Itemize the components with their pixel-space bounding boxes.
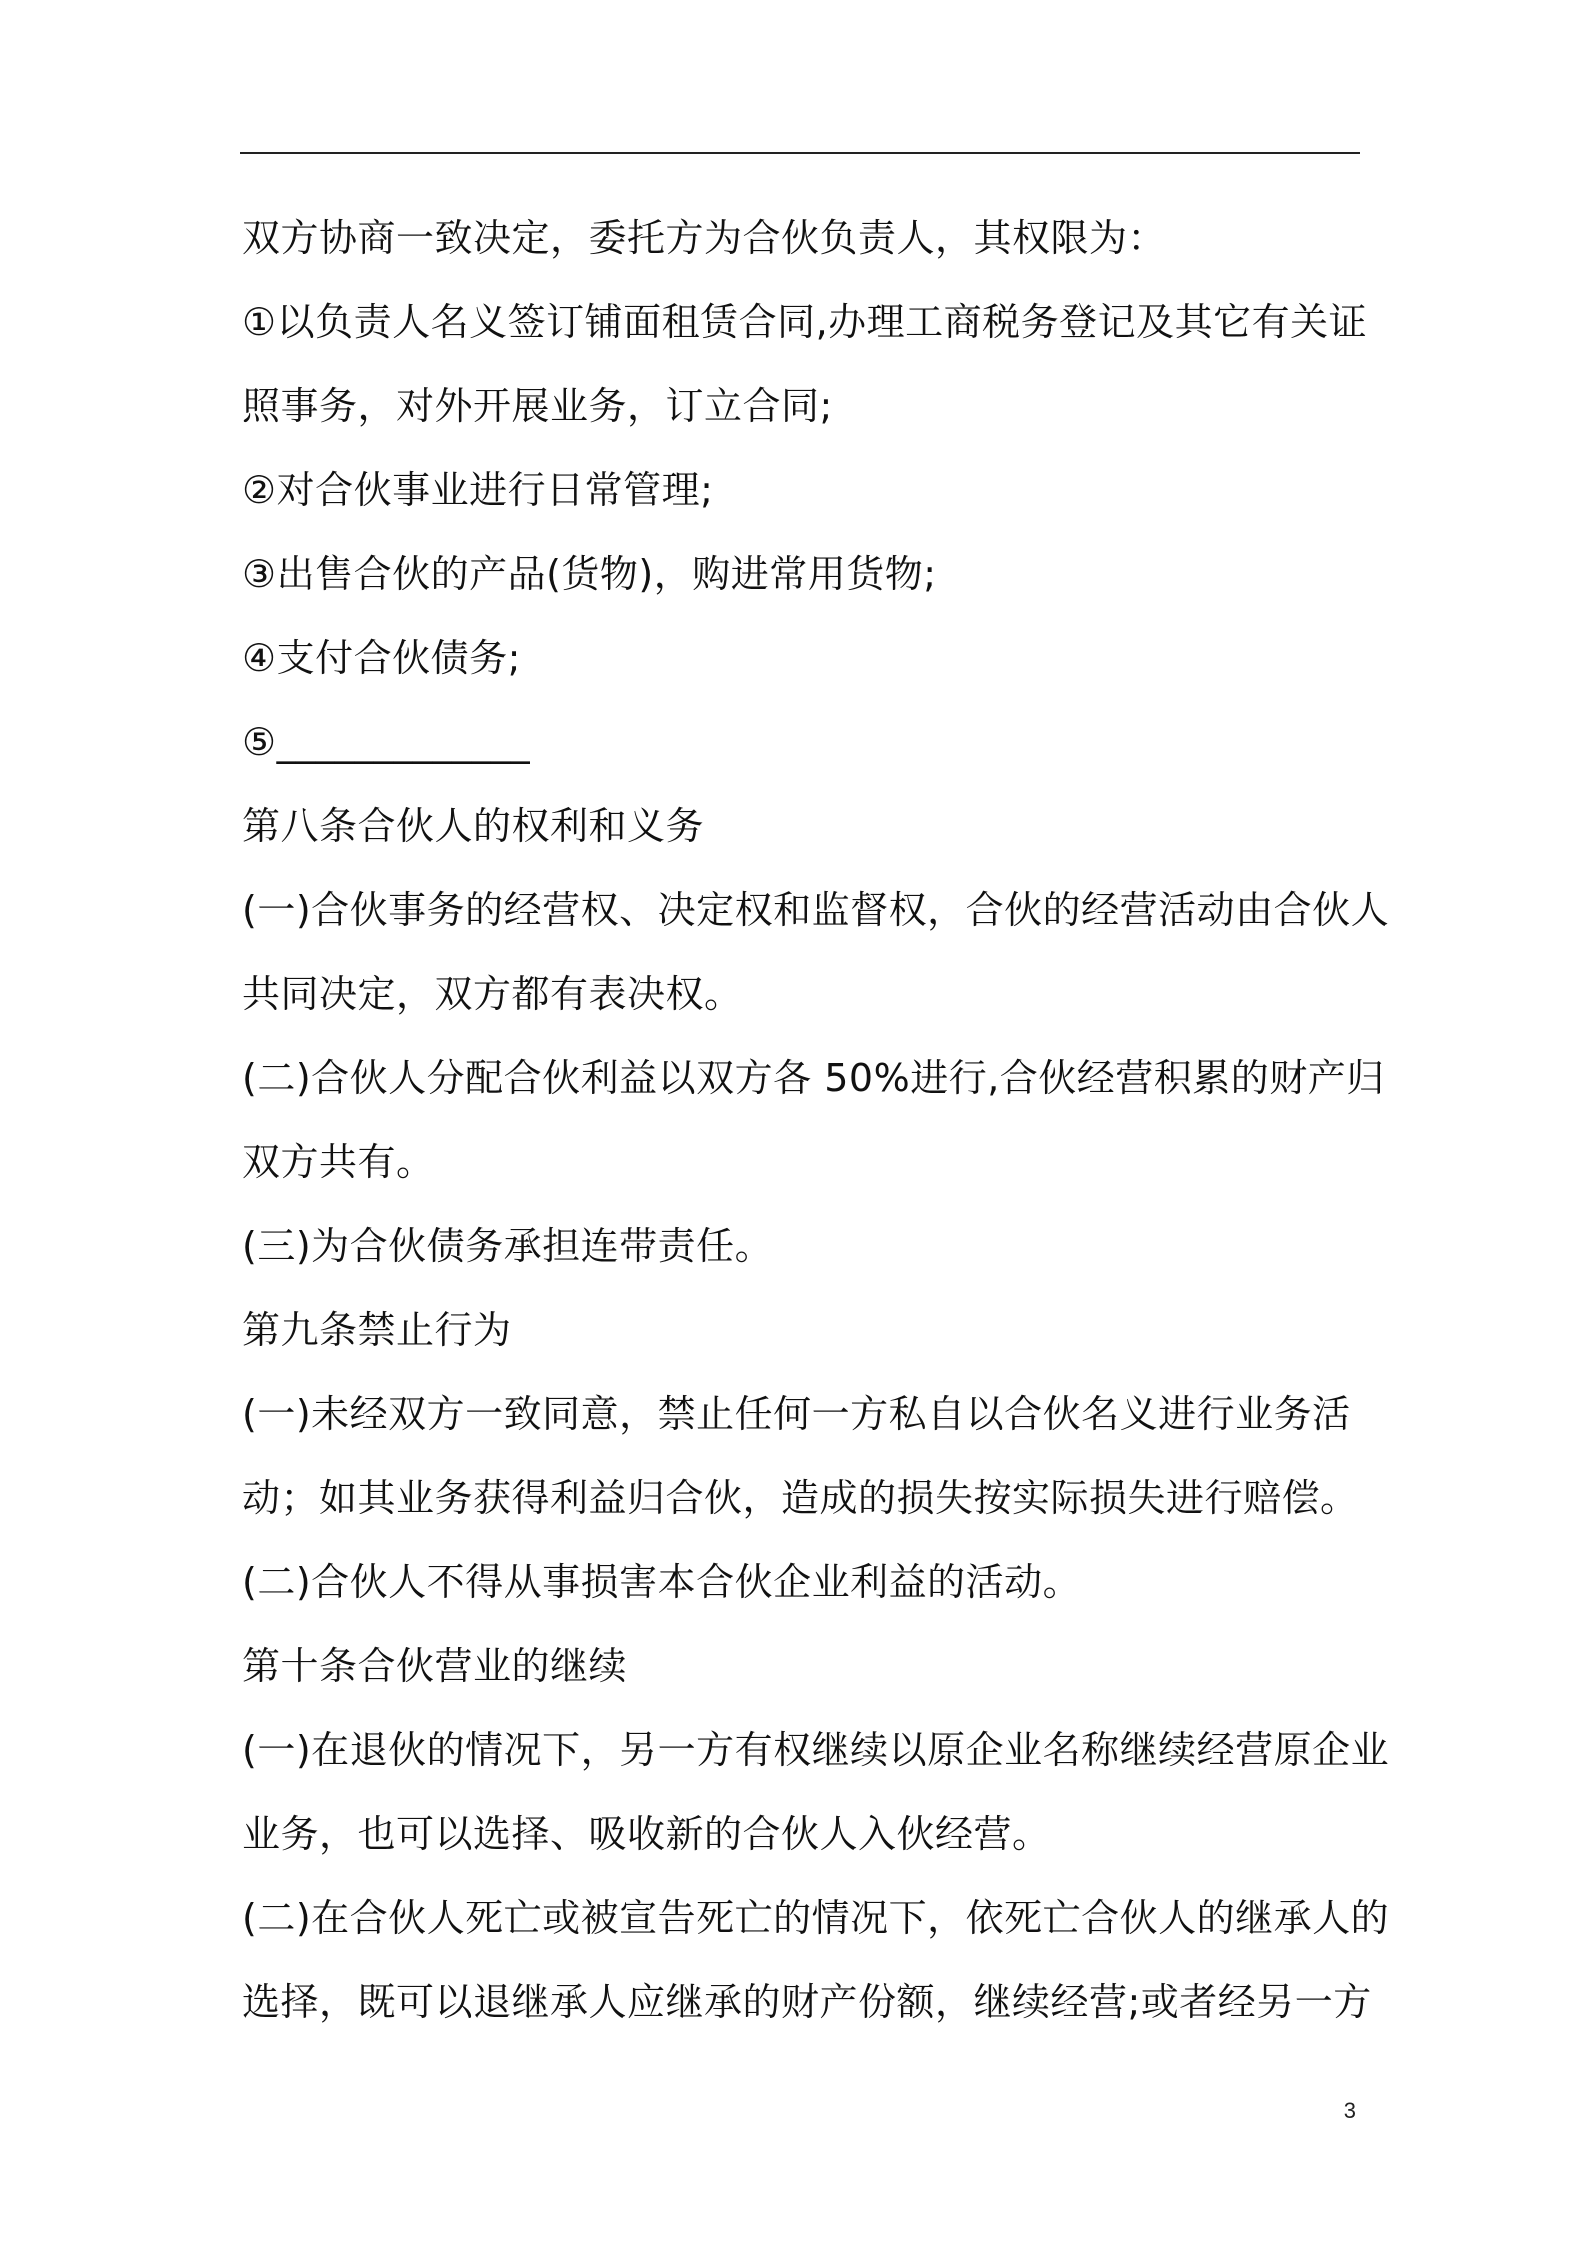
text-line: (二)合伙人不得从事损害本合伙企业利益的活动。 — [242, 1560, 1082, 1604]
text-line: (三)为合伙债务承担连带责任。 — [242, 1224, 774, 1268]
text-line: 动；如其业务获得利益归合伙，造成的损失按实际损失进行赔偿。 — [242, 1476, 1359, 1520]
header-rule — [240, 152, 1360, 154]
text-line: ③出售合伙的产品(货物)，购进常用货物; — [242, 552, 937, 596]
text-line: ⑤_____________ — [242, 720, 531, 764]
text-line: (二)合伙人分配合伙利益以双方各 50%进行,合伙经营积累的财产归 — [242, 1056, 1385, 1100]
text-line: ②对合伙事业进行日常管理; — [242, 468, 714, 512]
text-line: ④支付合伙债务; — [242, 636, 521, 680]
text-line: (一)在退伙的情况下，另一方有权继续以原企业名称继续经营原企业 — [242, 1728, 1390, 1772]
text-line: 双方协商一致决定，委托方为合伙负责人，其权限为： — [242, 216, 1167, 260]
text-line: 选择，既可以退继承人应继承的财产份额，继续经营;或者经另一方 — [242, 1980, 1372, 2024]
text-line: 业务，也可以选择、吸收新的合伙人入伙经营。 — [242, 1812, 1051, 1856]
text-line: (一)合伙事务的经营权、决定权和监督权，合伙的经营活动由合伙人 — [242, 888, 1390, 932]
text-line: 照事务，对外开展业务，订立合同; — [242, 384, 833, 428]
page-number: 3 — [1343, 2098, 1356, 2123]
text-line: 共同决定，双方都有表决权。 — [242, 972, 743, 1016]
section-heading: 第九条禁止行为 — [242, 1308, 512, 1352]
text-line: ①以负责人名义签订铺面租赁合同,办理工商税务登记及其它有关证 — [242, 300, 1368, 344]
text-line: 双方共有。 — [242, 1140, 435, 1184]
document-body — [242, 196, 1390, 2044]
text-line: (二)在合伙人死亡或被宣告死亡的情况下，依死亡合伙人的继承人的 — [242, 1896, 1390, 1940]
text-line: (一)未经双方一致同意，禁止任何一方私自以合伙名义进行业务活 — [242, 1392, 1351, 1436]
section-heading: 第八条合伙人的权利和义务 — [242, 804, 705, 848]
section-heading: 第十条合伙营业的继续 — [242, 1644, 628, 1688]
